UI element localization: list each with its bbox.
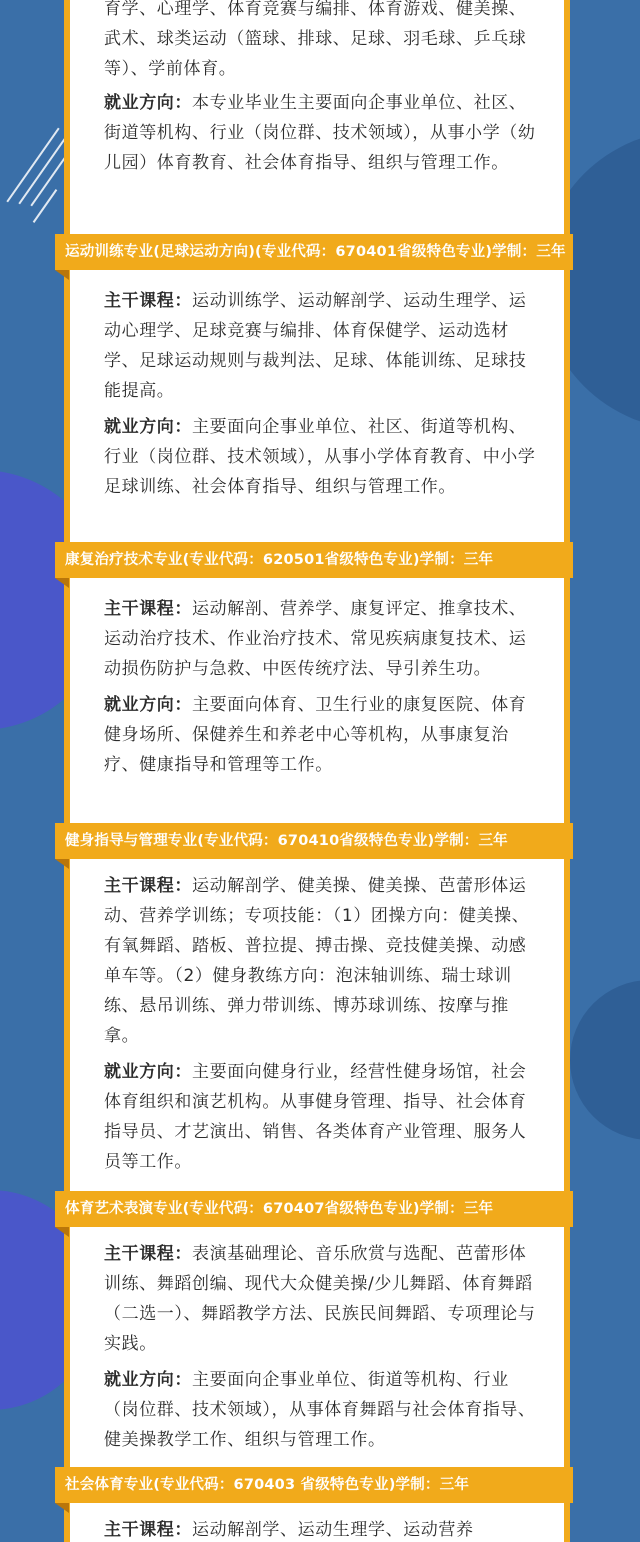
main-courses-label: 主干课程： (104, 291, 192, 311)
employment-label: 就业方向： (104, 1062, 192, 1082)
course-card (70, 270, 564, 542)
major-banner: 康复治疗技术专业(专业代码：620501省级特色专业)学制：三年 (55, 542, 573, 578)
employment-text: 就业方向：本专业毕业生主要面向企事业单位、社区、街道等机构、行业（岗位群、技术领域），从事小学（幼儿园）体育教育、社会体育指导、组织与管理工作。 (104, 93, 536, 173)
course-card (70, 578, 564, 823)
course-card (70, 1227, 564, 1467)
employment-text: 就业方向：主要面向企事业单位、社区、街道等机构、行业（岗位群、技术领域），从事小学体育教育、中小学足球训练、社会体育指导、组织与管理工作。 (104, 417, 536, 497)
main-courses-text: 主干课程：表演基础理论、音乐欣赏与选配、芭蕾形体训练、舞蹈创编、现代大众健美操/少儿舞蹈、体育舞蹈（二选一）、舞蹈教学方法、民族民间舞蹈、专项理论与实践。 (104, 1244, 536, 1354)
main-courses-text: 主干课程：运动解剖学、运动生理学、运动营养 (104, 1520, 474, 1540)
employment-label: 就业方向： (104, 93, 192, 113)
employment-label: 就业方向： (104, 695, 192, 715)
background-circle-right-lower (570, 980, 640, 1140)
main-courses-text: 主干课程：运动解剖学、健美操、健美操、芭蕾形体运动、营养学训练；专项技能：（1）团操方向：健美操、有氧舞蹈、踏板、普拉提、搏击操、竞技健美操、动感单车等。（2）健身教练方向：泡沫轴训练、瑞士球训练、悬吊训练、弹力带训练、博苏球训练、按摩与推拿。 (104, 876, 530, 1046)
employment-text: 就业方向：主要面向企事业单位、街道等机构、行业（岗位群、技术领域），从事体育舞蹈与社会体育指导、健美操教学工作、组织与管理工作。 (104, 1370, 536, 1450)
employment-text: 就业方向：主要面向体育、卫生行业的康复医院、体育健身场所、保健养生和养老中心等机构，从事康复治疗、健康指导和管理等工作。 (104, 695, 527, 775)
decor-stripe (6, 128, 59, 203)
main-courses-text: 育学、心理学、体育竞赛与编排、体育游戏、健美操、武术、球类运动（篮球、排球、足球、羽毛球、乒乓球等）、学前体育。 (104, 0, 527, 79)
main-courses-label: 主干课程： (104, 1244, 192, 1264)
employment-label: 就业方向： (104, 417, 192, 437)
main-courses-label: 主干课程： (104, 1520, 192, 1540)
employment-text: 就业方向：主要面向健身行业，经营性健身场馆，社会体育组织和演艺机构。从事健身管理、指导、社会体育指导员、才艺演出、销售、各类体育产业管理、服务人员等工作。 (104, 1062, 527, 1172)
major-banner: 社会体育专业(专业代码：670403 省级特色专业)学制：三年 (55, 1467, 573, 1503)
main-courses-text: 主干课程：运动训练学、运动解剖学、运动生理学、运动心理学、足球竞赛与编排、体育保健学、运动选材学、足球运动规则与裁判法、足球、体能训练、足球技能提高。 (104, 291, 527, 401)
main-courses-label: 主干课程： (104, 599, 192, 619)
main-courses-label: 主干课程： (104, 876, 192, 896)
course-card (70, 1503, 564, 1542)
employment-label: 就业方向： (104, 1370, 192, 1390)
main-courses-text: 主干课程：运动解剖、营养学、康复评定、推拿技术、运动治疗技术、作业治疗技术、常见疾病康复技术、运动损伤防护与急救、中医传统疗法、导引养生功。 (104, 599, 527, 679)
major-banner: 体育艺术表演专业(专业代码：670407省级特色专业)学制：三年 (55, 1191, 573, 1227)
major-banner: 运动训练专业(足球运动方向)(专业代码：670401省级特色专业)学制：三年 (55, 234, 573, 270)
major-banner: 健身指导与管理专业(专业代码：670410省级特色专业)学制：三年 (55, 823, 573, 859)
course-card (70, 0, 564, 234)
decor-stripe (33, 189, 58, 223)
frame-line-right (564, 0, 570, 1542)
course-card (70, 859, 564, 1191)
